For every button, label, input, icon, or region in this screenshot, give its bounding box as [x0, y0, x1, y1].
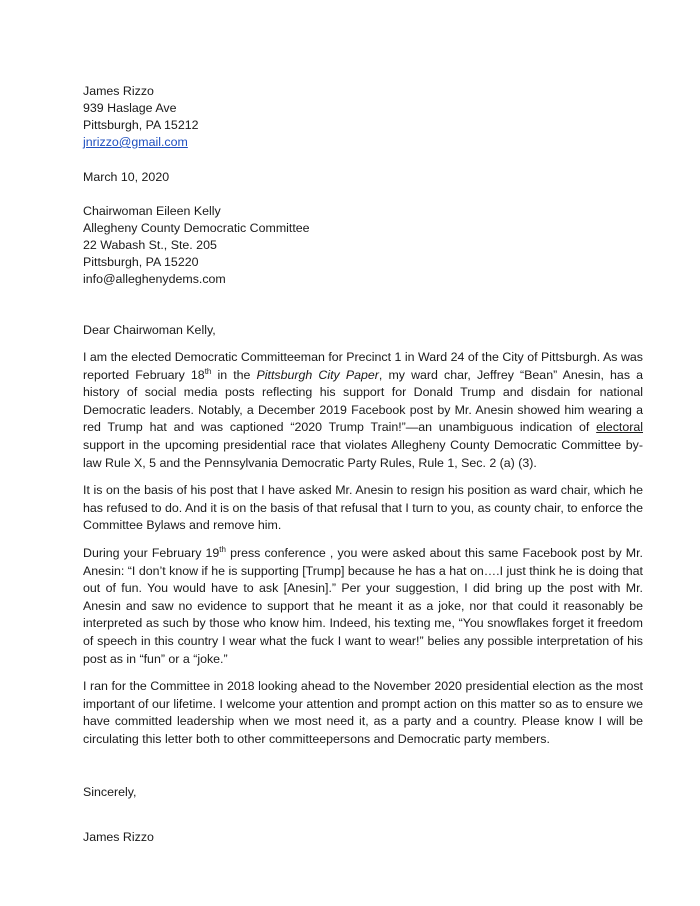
closing: Sincerely,	[83, 785, 137, 800]
paragraph-1: I am the elected Democratic Committeeman for Precinct 1 in Ward 24 of the City of Pittsburgh. As was reported February 18th in the Pittsburgh City Paper, my ward char, Jeffrey “Bean” Anesin, has a history of social media posts reflecting his support for Donald Trump and disdain for national Democratic leaders. Notably, a December 2019 Facebook post by Mr. Anesin showed him wearing a red Trump hat and was captioned “2020 Trump Train!”—an unambiguous indication of electoral support in the upcoming presidential race that violates Allegheny County Democratic Committee by-law Rule X, 5 and the Pennsylvania Democratic Party Rules, Rule 1, Sec. 2 (a) (3).	[83, 350, 644, 470]
recipient-name: Chairwoman Eileen Kelly	[83, 204, 221, 218]
recipient-org: Allegheny County Democratic Committee	[83, 221, 310, 235]
recipient-block	[83, 203, 643, 288]
recipient-email: info@alleghenydems.com	[83, 272, 226, 286]
newspaper-title: Pittsburgh City Paper	[256, 367, 379, 382]
sender-email-link[interactable]: jnrizzo@gmail.com	[83, 135, 188, 149]
paragraph-3: During your February 19th press conference , you were asked about this same Facebook post by Mr. Anesin: “I don’t know if he is supporting [Trump] because he has a hat on….I just think he is doing that out of fun. You would have to ask [Anesin].” Per your suggestion, I did bring up the post with Mr. Anesin and saw no evidence to support that he meant it as a joke, nor that could it reasonably be interpreted as such by those who know him. Indeed, his texting me, “You snowflakes forget it freedom of speech in this country I wear what the fuck I want to wear!” belies any possible interpretation of his post as in “fun” or a “joke.”	[83, 544, 644, 666]
paragraph-4: I ran for the Committee in 2018 looking ahead to the November 2020 presidential election as the most important of our lifetime. I welcome your attention and prompt action on this matter so as to ensure we have committed leadership when we most need it, as a party and a country. Please know I will be circulating this letter both to other committeepersons and Democratic party members.	[83, 679, 643, 746]
salutation: Dear Chairwoman Kelly,	[83, 323, 216, 337]
recipient-city: Pittsburgh, PA 15220	[83, 255, 199, 269]
sender-name: James Rizzo	[83, 84, 154, 98]
recipient-street: 22 Wabash St., Ste. 205	[83, 238, 217, 252]
paragraph-2: It is on the basis of his post that I have asked Mr. Anesin to resign his position as ward chair, which he has refused to do. And it is on the basis of that refusal that I turn to you, as county chair, to enforce the Committee Bylaws and remove him.	[83, 483, 643, 533]
letter-body	[83, 83, 643, 846]
letter-date: March 10, 2020	[83, 170, 170, 184]
sender-city: Pittsburgh, PA 15212	[83, 118, 199, 132]
underlined-word: electoral	[596, 420, 643, 435]
sender-street: 939 Haslage Ave	[83, 101, 177, 115]
signature-name: James Rizzo	[83, 830, 154, 845]
sender-block	[83, 83, 643, 151]
